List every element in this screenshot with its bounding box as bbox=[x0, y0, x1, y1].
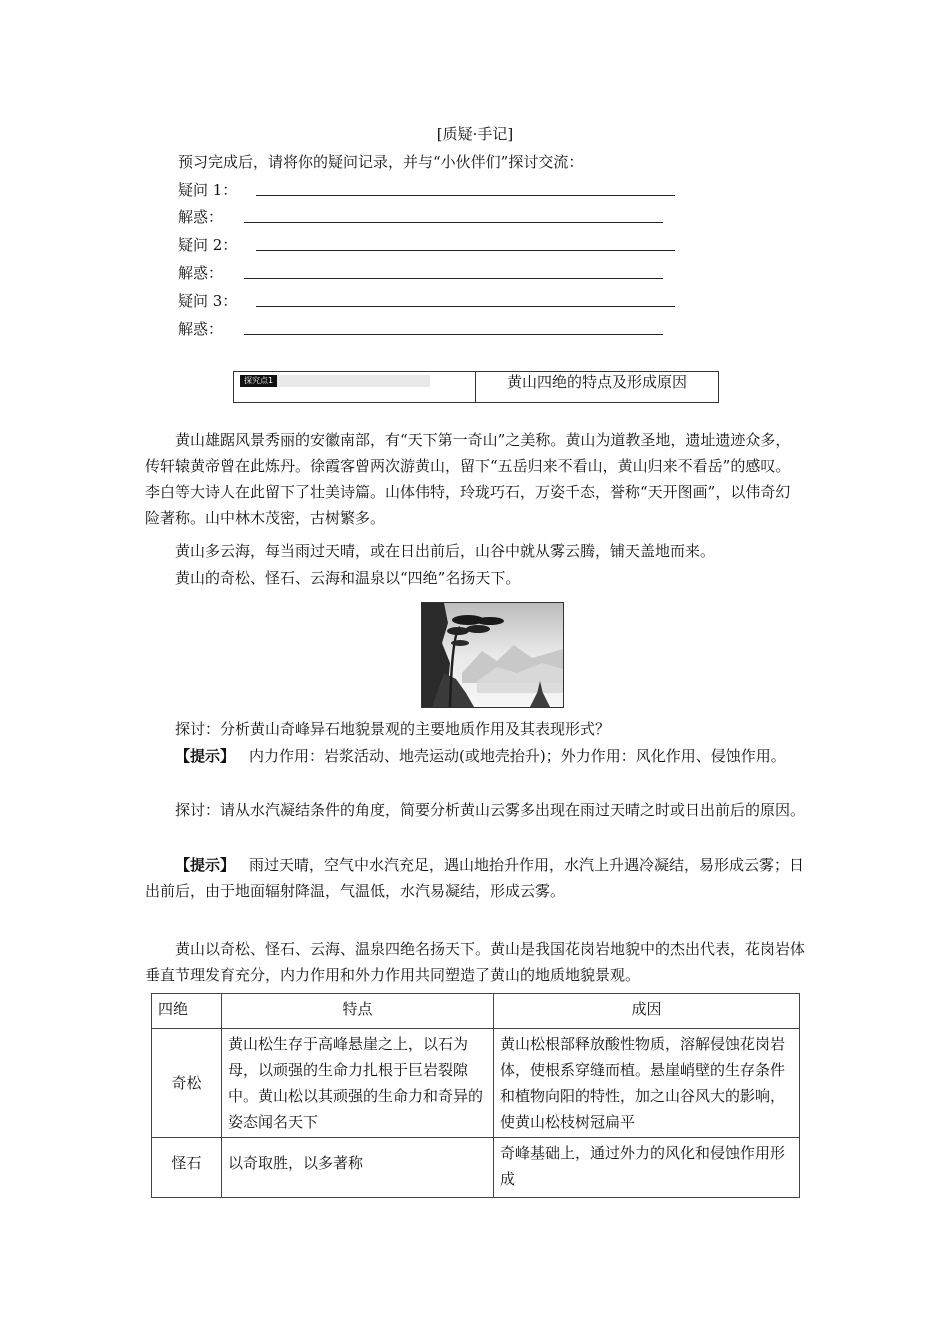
notes-instruction: 预习完成后，请将你的疑问记录，并与“小伙伴们”探讨交流： bbox=[178, 153, 584, 171]
intro-paragraph-3: 黄山的奇松、怪石、云海和温泉以“四绝”名扬天下。 bbox=[175, 569, 521, 587]
answer-label-2: 解惑： bbox=[178, 264, 224, 282]
table-cell-cause: 黄山松根部释放酸性物质，溶解侵蚀花岗岩体，使根系穿缝而植。悬崖峭壁的生存条件和植物向阳的特性，加之山谷风大的影响，使黄山松枝树冠扁平 bbox=[494, 1029, 800, 1138]
explore-point-title: 黄山四绝的特点及形成原因 bbox=[506, 373, 687, 391]
table-header-name: 四绝 bbox=[152, 994, 222, 1029]
answer-label-3: 解惑： bbox=[178, 320, 224, 338]
four-wonders-table bbox=[151, 993, 800, 1198]
huangshan-pine-photo bbox=[421, 602, 564, 708]
table-row bbox=[152, 1029, 800, 1138]
table-header-cause: 成因 bbox=[494, 994, 800, 1029]
explore-point-badge-label: 探究点1 bbox=[240, 375, 277, 387]
explore-point-header bbox=[233, 371, 719, 403]
summary-paragraph: 黄山以奇松、怪石、云海、温泉四绝名扬天下。黄山是我国花岗岩地貌中的杰出代表，花岗岩体垂直节理发育充分，内力作用和外力作用共同塑造了黄山的地质地貌景观。 bbox=[145, 940, 806, 984]
hint-text-2: 雨过天晴，空气中水汽充足，遇山地抬升作用，水汽上升遇冷凝结，易形成云雾；日出前后，由于地面辐射降温，气温低，水汽易凝结，形成云雾。 bbox=[145, 856, 805, 900]
question-line-2[interactable] bbox=[256, 250, 675, 251]
discussion-hint-1 bbox=[145, 743, 805, 769]
answer-line-1[interactable] bbox=[244, 222, 663, 223]
table-cell-feature: 黄山松生存于高峰悬崖之上，以石为母，以顽强的生命力扎根于巨岩裂隙中。黄山松以其顽强的生命力和奇异的姿态闻名天下 bbox=[222, 1029, 494, 1138]
table-cell-name: 怪石 bbox=[152, 1138, 222, 1198]
question-label-2: 疑问 2： bbox=[178, 236, 238, 254]
table-cell-feature: 以奇取胜，以多著称 bbox=[222, 1138, 494, 1198]
hint-label-2: 【提示】 bbox=[175, 856, 236, 874]
question-line-3[interactable] bbox=[256, 306, 675, 307]
intro-paragraph-1: 黄山雄踞风景秀丽的安徽南部，有“天下第一奇山”之美称。黄山为道教圣地，遗址遗迹众多，传轩辕黄帝曾在此炼丹。徐霞客曾两次游黄山，留下“五岳归来不看山，黄山归来不看岳”的感叹。李白等大诗人在此留下了壮美诗篇。山体伟特，玲珑巧石，万姿千态，誉称“天开图画”，以伟奇幻险著称。山中林木茂密，古树繁多。 bbox=[145, 431, 791, 527]
intro-paragraph-2: 黄山多云海，每当雨过天晴，或在日出前后，山谷中就从雾云腾，铺天盖地而来。 bbox=[175, 542, 716, 560]
notes-title: [质疑·手记] bbox=[436, 125, 514, 143]
hint-text-1: 内力作用：岩浆活动、地壳运动(或地壳抬升)；外力作用：风化作用、侵蚀作用。 bbox=[249, 747, 786, 765]
answer-line-3[interactable] bbox=[244, 334, 663, 335]
pine-landscape-image bbox=[422, 603, 563, 707]
answer-line-2[interactable] bbox=[244, 278, 663, 279]
answer-label-1: 解惑： bbox=[178, 208, 224, 226]
table-cell-cause: 奇峰基础上，通过外力的风化和侵蚀作用形成 bbox=[494, 1138, 800, 1198]
question-label-3: 疑问 3： bbox=[178, 292, 238, 310]
question-label-1: 疑问 1： bbox=[178, 181, 238, 199]
table-cell-name: 奇松 bbox=[152, 1029, 222, 1138]
question-line-1[interactable] bbox=[256, 195, 675, 196]
discussion-question-1: 探讨：分析黄山奇峰异石地貌景观的主要地质作用及其表现形式？ bbox=[175, 720, 611, 738]
table-row bbox=[152, 1138, 800, 1198]
hint-label-1: 【提示】 bbox=[175, 747, 236, 765]
table-header-feature: 特点 bbox=[222, 994, 494, 1029]
table-header-row bbox=[152, 994, 800, 1029]
discussion-question-2: 探讨：请从水汽凝结条件的角度，简要分析黄山云雾多出现在雨过天晴之时或日出前后的原因。 bbox=[175, 801, 806, 819]
explore-point-badge bbox=[240, 375, 430, 387]
discussion-hint-2 bbox=[145, 852, 805, 904]
